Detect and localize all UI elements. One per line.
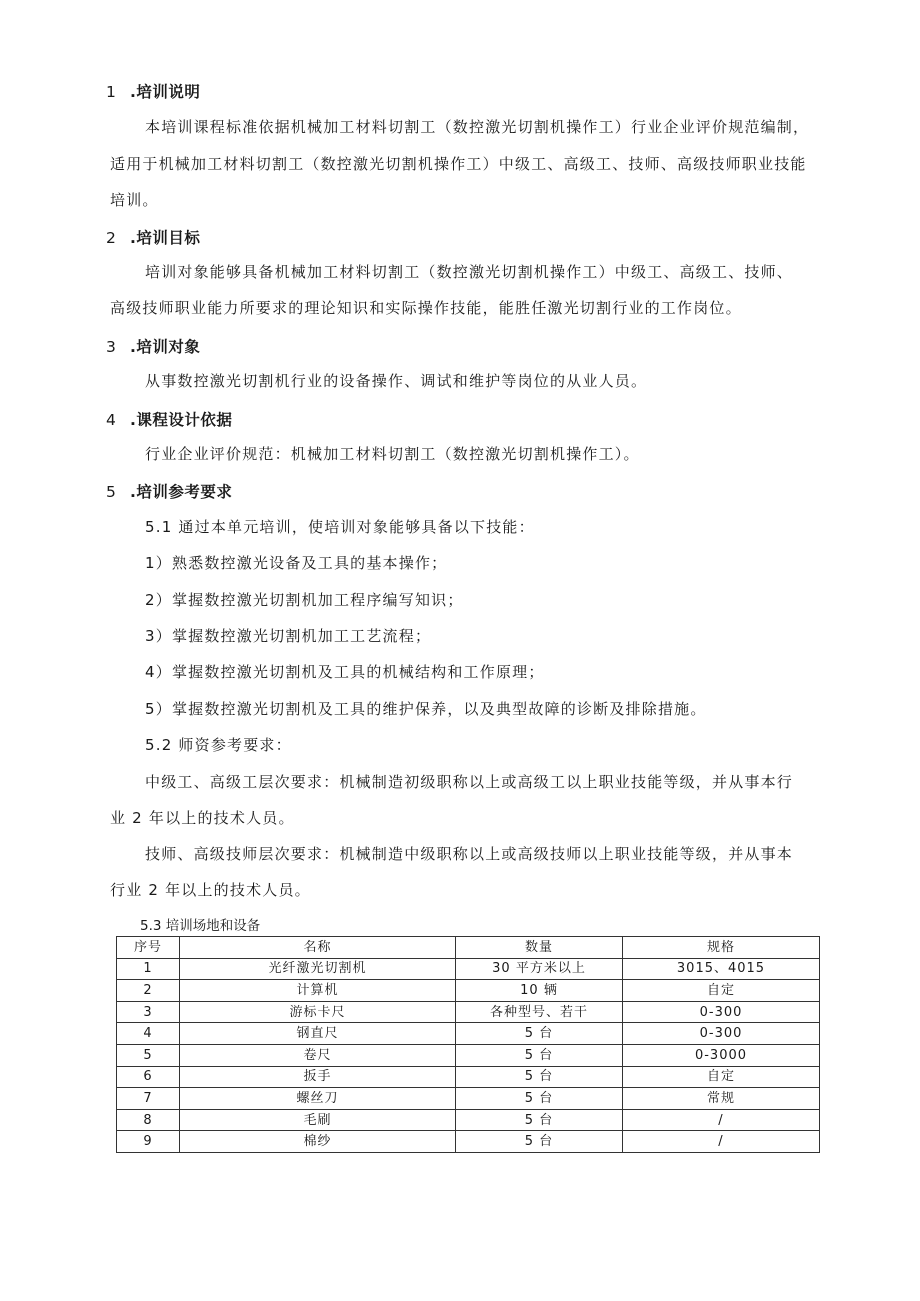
section-heading-5: [106, 480, 232, 502]
header-cell-index: 序号: [117, 937, 180, 959]
cell-name: 计算机: [180, 980, 456, 1002]
table-row: [117, 1023, 820, 1045]
table-row: [117, 1109, 820, 1131]
cell-name: 扳手: [180, 1066, 456, 1088]
cell-index: 2: [117, 980, 180, 1002]
section-number: 2: [106, 229, 117, 247]
list-item: 4）掌握数控激光切割机及工具的机械结构和工作原理；: [145, 663, 545, 681]
cell-spec: 自定: [623, 1066, 820, 1088]
cell-index: 8: [117, 1109, 180, 1131]
section-heading-1: [106, 80, 200, 102]
cell-spec: 0-300: [623, 1023, 820, 1045]
cell-name: 钢直尺: [180, 1023, 456, 1045]
table-row: [117, 1001, 820, 1023]
cell-name: 毛刷: [180, 1109, 456, 1131]
table-header-row: [117, 937, 820, 959]
table-row: [117, 1044, 820, 1066]
cell-quantity: 5 台: [456, 1109, 623, 1131]
cell-name: 游标卡尺: [180, 1001, 456, 1023]
cell-quantity: 5 台: [456, 1066, 623, 1088]
paragraph-line: 业 2 年以上的技术人员。: [110, 809, 295, 827]
subsection-5-2: 5.2 师资参考要求：: [145, 736, 292, 754]
paragraph-line: 从事数控激光切割机行业的设备操作、调试和维护等岗位的从业人员。: [145, 372, 648, 390]
table-caption: 5.3 培训场地和设备: [140, 918, 261, 934]
section-title: .培训参考要求: [130, 483, 233, 501]
cell-index: 3: [117, 1001, 180, 1023]
header-cell-spec: 规格: [623, 937, 820, 959]
cell-index: 1: [117, 958, 180, 980]
section-number: 3: [106, 338, 117, 356]
section-heading-2: [106, 226, 200, 248]
section-heading-4: [106, 408, 232, 430]
paragraph-line: 行业企业评价规范：机械加工材料切割工（数控激光切割机操作工）。: [145, 445, 640, 463]
cell-quantity: 5 台: [456, 1044, 623, 1066]
section-title: .培训对象: [130, 338, 201, 356]
cell-quantity: 5 台: [456, 1088, 623, 1110]
cell-index: 6: [117, 1066, 180, 1088]
cell-quantity: 30 平方米以上: [456, 958, 623, 980]
list-item: 2）掌握数控激光切割机加工程序编写知识；: [145, 591, 464, 609]
paragraph-line: 高级技师职业能力所要求的理论知识和实际操作技能，能胜任激光切割行业的工作岗位。: [110, 299, 742, 317]
cell-quantity: 10 辆: [456, 980, 623, 1002]
cell-name: 棉纱: [180, 1131, 456, 1153]
cell-index: 5: [117, 1044, 180, 1066]
table-row: [117, 1066, 820, 1088]
cell-name: 卷尺: [180, 1044, 456, 1066]
paragraph-line: 本培训课程标准依据机械加工材料切割工（数控激光切割机操作工）行业企业评价规范编制，: [145, 118, 810, 136]
paragraph-line: 技师、高级技师层次要求：机械制造中级职称以上或高级技师以上职业技能等级，并从事本: [145, 845, 794, 863]
cell-spec: 0-300: [623, 1001, 820, 1023]
cell-spec: 自定: [623, 980, 820, 1002]
paragraph-line: 中级工、高级工层次要求：机械制造初级职称以上或高级工以上职业技能等级，并从事本行: [145, 773, 794, 791]
section-title: .培训说明: [130, 83, 201, 101]
table-row: [117, 1088, 820, 1110]
paragraph-line: 行业 2 年以上的技术人员。: [110, 881, 311, 899]
cell-spec: 3015、4015: [623, 958, 820, 980]
cell-index: 4: [117, 1023, 180, 1045]
cell-spec: 0-3000: [623, 1044, 820, 1066]
subsection-5-1: 5.1 通过本单元培训，使培训对象能够具备以下技能：: [145, 518, 535, 536]
cell-quantity: 5 台: [456, 1131, 623, 1153]
paragraph-line: 培训。: [110, 191, 159, 209]
table-row: [117, 1131, 820, 1153]
section-number: 5: [106, 483, 117, 501]
cell-index: 7: [117, 1088, 180, 1110]
cell-spec: /: [623, 1131, 820, 1153]
paragraph-line: 适用于机械加工材料切割工（数控激光切割机操作工）中级工、高级工、技师、高级技师职业技能: [110, 155, 807, 173]
cell-quantity: 5 台: [456, 1023, 623, 1045]
section-title: .培训目标: [130, 229, 201, 247]
section-number: 4: [106, 411, 117, 429]
cell-name: 螺丝刀: [180, 1088, 456, 1110]
list-item: 1）熟悉数控激光设备及工具的基本操作；: [145, 554, 448, 572]
equipment-table: [116, 936, 820, 1153]
list-item: 3）掌握数控激光切割机加工工艺流程；: [145, 627, 432, 645]
paragraph-line: 培训对象能够具备机械加工材料切割工（数控激光切割机操作工）中级工、高级工、技师、: [145, 263, 794, 281]
cell-name: 光纤激光切割机: [180, 958, 456, 980]
section-number: 1: [106, 83, 117, 101]
cell-index: 9: [117, 1131, 180, 1153]
list-item: 5）掌握数控激光切割机及工具的维护保养，以及典型故障的诊断及排除措施。: [145, 700, 707, 718]
cell-spec: /: [623, 1109, 820, 1131]
cell-quantity: 各种型号、若干: [456, 1001, 623, 1023]
header-cell-name: 名称: [180, 937, 456, 959]
section-title: .课程设计依据: [130, 411, 233, 429]
section-heading-3: [106, 335, 200, 357]
table-row: [117, 980, 820, 1002]
cell-spec: 常规: [623, 1088, 820, 1110]
table-row: [117, 958, 820, 980]
header-cell-quantity: 数量: [456, 937, 623, 959]
